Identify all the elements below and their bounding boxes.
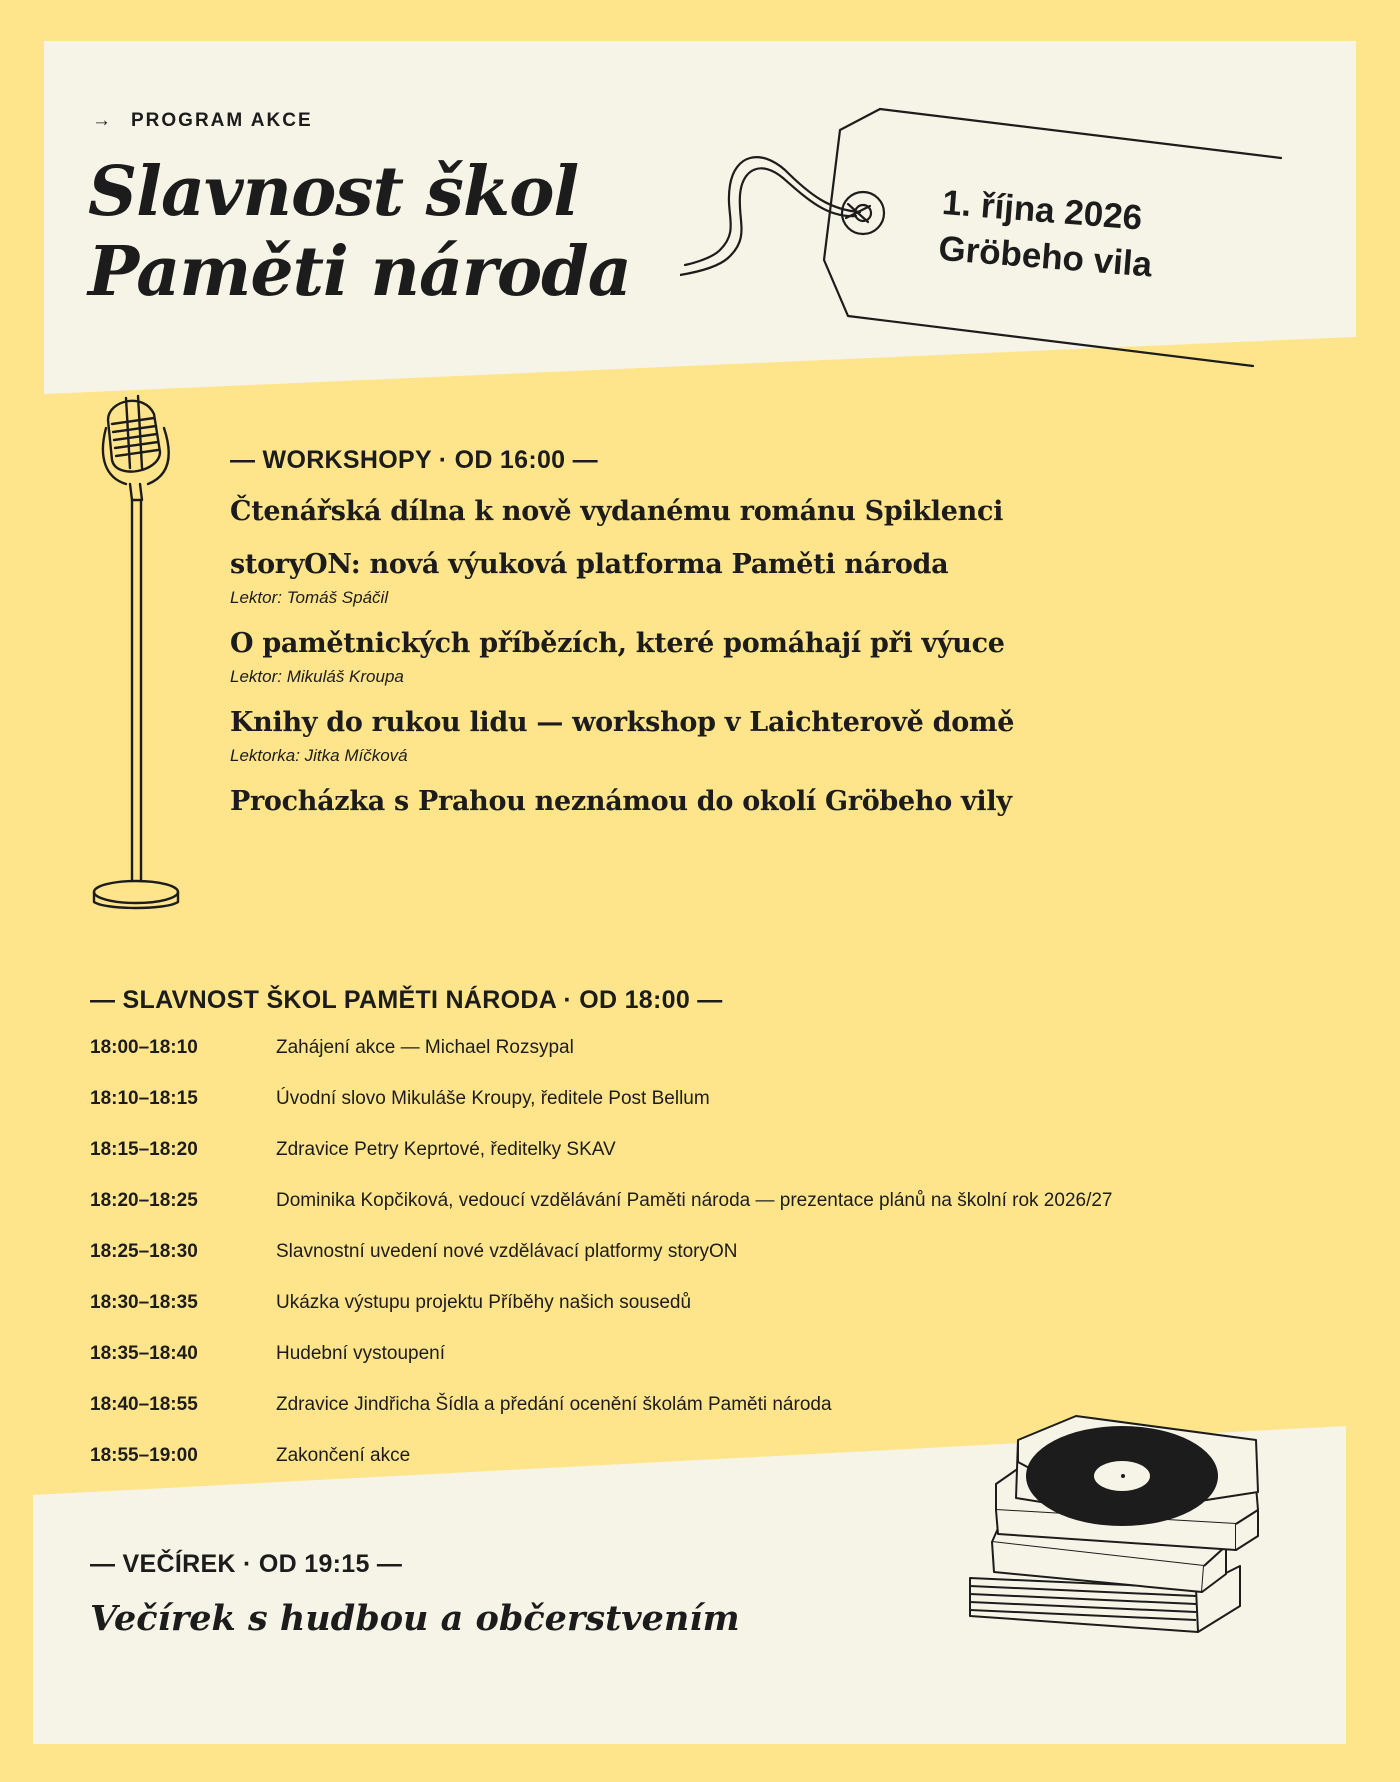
workshop-item	[230, 547, 1230, 609]
schedule-text: Zdravice Petry Keprtové, ředitelky SKAV	[276, 1139, 616, 1160]
schedule-text: Dominika Kopčiková, vedoucí vzdělávání Paměti národa — prezentace plánů na školní rok 2026/27	[276, 1190, 1113, 1211]
workshop-lector: Lektor: Tomáš Spáčil	[230, 588, 389, 607]
schedule-time: 18:30–18:35	[90, 1292, 198, 1313]
workshop-lector: Lektorka: Jitka Míčková	[230, 746, 408, 765]
workshop-item	[230, 626, 1230, 688]
schedule-time: 18:55–19:00	[90, 1445, 198, 1466]
schedule-row	[90, 1189, 1190, 1240]
page-title	[88, 152, 631, 312]
workshop-lector: Lektor: Mikuláš Kroupa	[230, 667, 404, 686]
title-line-2: Paměti národa	[88, 232, 631, 312]
records-stack-icon	[966, 1410, 1266, 1650]
party-heading: — VEČÍREK · OD 19:15 —	[90, 1550, 403, 1578]
workshop-item	[230, 494, 1230, 530]
microphone-icon	[86, 388, 180, 912]
workshop-title: O pamětnických příbězích, které pomáhají při výuce	[230, 628, 1005, 659]
schedule-text: Zakončení akce	[276, 1445, 411, 1466]
program-kicker	[92, 110, 313, 132]
schedule-row	[90, 1087, 1190, 1138]
workshop-item	[230, 705, 1230, 767]
event-date: 1. října 2026	[940, 182, 1144, 238]
workshop-title: Čtenářská dílna k nově vydanému románu Spiklenci	[230, 496, 1004, 527]
workshop-title: Procházka s Prahou neznámou do okolí Gröbeho vily	[230, 786, 1012, 817]
schedule-time: 18:00–18:10	[90, 1037, 198, 1058]
schedule-time: 18:35–18:40	[90, 1343, 198, 1364]
schedule-text: Slavnostní uvedení nové vzdělávací platformy storyON	[276, 1241, 738, 1262]
schedule-row	[90, 1138, 1190, 1189]
schedule-time: 18:15–18:20	[90, 1139, 198, 1160]
schedule-time: 18:40–18:55	[90, 1394, 198, 1415]
event-place: Gröbeho vila	[937, 228, 1154, 285]
workshop-title: storyON: nová výuková platforma Paměti národa	[230, 549, 949, 580]
schedule-row	[90, 1036, 1190, 1087]
workshop-title: Knihy do rukou lidu — workshop v Laichterově domě	[230, 707, 1015, 738]
schedule-text: Zahájení akce — Michael Rozsypal	[276, 1037, 574, 1058]
schedule-row	[90, 1291, 1190, 1342]
workshops-heading: — WORKSHOPY · OD 16:00 —	[230, 446, 598, 474]
title-line-1: Slavnost škol	[88, 152, 579, 232]
schedule-text: Hudební vystoupení	[276, 1343, 446, 1364]
arrow-right-icon: →	[92, 110, 113, 131]
schedule-time: 18:25–18:30	[90, 1241, 198, 1262]
party-title: Večírek s hudbou a občerstvením	[90, 1598, 740, 1639]
kicker-label: PROGRAM AKCE	[131, 110, 313, 131]
workshops-list	[230, 494, 1230, 837]
schedule-row	[90, 1240, 1190, 1291]
workshop-item	[230, 784, 1230, 820]
event-tag-text	[937, 180, 1174, 290]
schedule-text: Zdravice Jindřicha Šídla a předání ocenění školám Paměti národa	[276, 1394, 832, 1415]
schedule-time: 18:10–18:15	[90, 1088, 198, 1109]
schedule-text: Ukázka výstupu projektu Příběhy našich sousedů	[276, 1292, 692, 1313]
schedule-time: 18:20–18:25	[90, 1190, 198, 1211]
ceremony-heading: — SLAVNOST ŠKOL PAMĚTI NÁRODA · OD 18:00 —	[90, 986, 723, 1014]
schedule-row	[90, 1342, 1190, 1393]
schedule-text: Úvodní slovo Mikuláše Kroupy, ředitele Post Bellum	[276, 1088, 710, 1109]
